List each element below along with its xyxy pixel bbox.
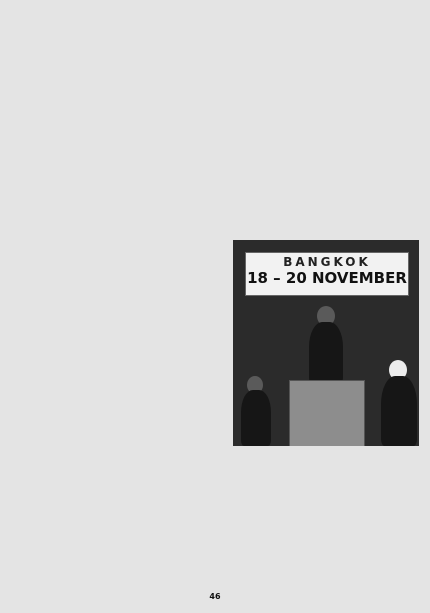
- warc-quote: [18, 18, 223, 22]
- banner-dates: 18 – 20 NOVEMBER: [247, 269, 407, 287]
- right-column: [230, 12, 422, 18]
- lectern: [289, 380, 365, 446]
- page-number: 46: [209, 592, 221, 601]
- event-photo: [233, 240, 419, 446]
- attendee-right-figure: [381, 376, 417, 446]
- left-column: [18, 12, 223, 28]
- event-banner: [245, 252, 409, 296]
- speaker-figure: [309, 322, 343, 384]
- banner-city: BANGKOK: [283, 255, 371, 269]
- attendee-left-figure: [241, 390, 271, 446]
